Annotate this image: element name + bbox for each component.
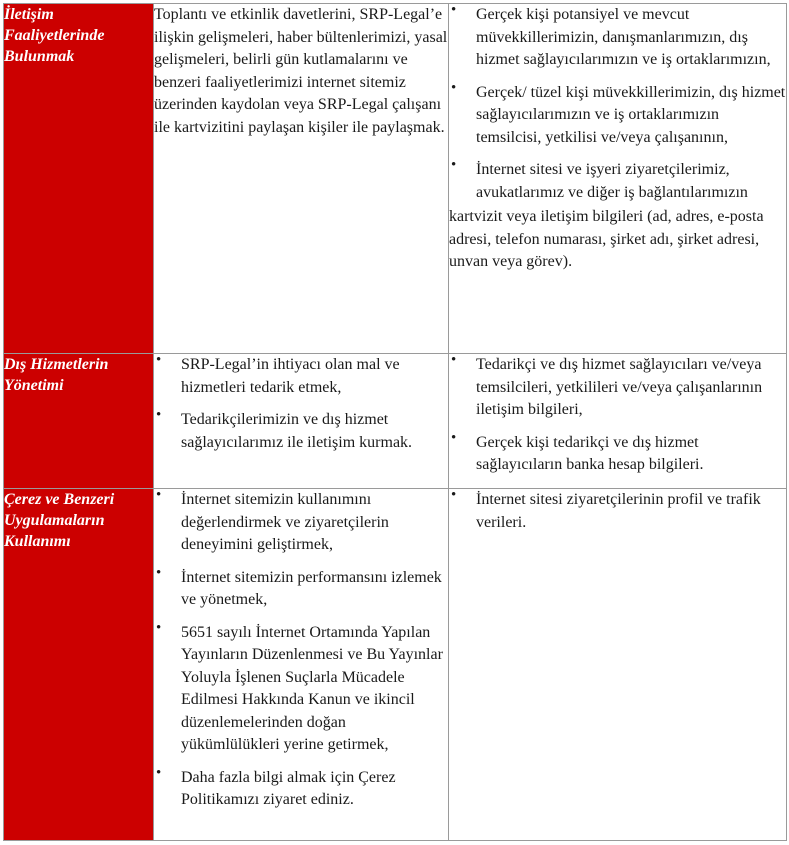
purposes-list [154, 354, 448, 454]
list-item: • İnternet sitemizin performansını izlemek ve yönetmek, [154, 567, 448, 612]
row-label-external-services: Dış Hizmetlerin Yönetimi [4, 354, 154, 489]
purpose-cell [154, 489, 449, 841]
purpose-cell [154, 4, 449, 354]
purpose-cell [154, 354, 449, 489]
table-row [4, 489, 787, 841]
list-item: • Daha fazla bilgi almak için Çerez Politikamızı ziyaret ediniz. [154, 767, 448, 812]
table-row [4, 4, 787, 354]
list-item: • Gerçek/ tüzel kişi müvekkillerimizin, dış hizmet sağlayıcılarımızın ve iş ortaklarımızın temsilcisi, yetkilisi ve/veya çalışanının, [449, 82, 786, 150]
list-item: • Gerçek kişi tedarikçi ve dış hizmet sağlayıcıların banka hesap bilgileri. [449, 432, 786, 477]
data-subjects-list [449, 4, 786, 204]
list-item: • Gerçek kişi potansiyel ve mevcut müvekkillerimizin, danışmanlarımızın, dış hizmet sağlayıcılarımızın ve iş ortaklarımızın, [449, 4, 786, 72]
data-subjects-list [449, 354, 786, 477]
data-subjects-cell [449, 489, 787, 841]
list-item: • İnternet sitemizin kullanımını değerlendirmek ve ziyaretçilerin deneyimini geliştirmek, [154, 489, 448, 557]
data-subjects-list [449, 489, 786, 534]
list-item: • SRP-Legal’in ihtiyacı olan mal ve hizmetleri tedarik etmek, [154, 354, 448, 399]
list-item: • 5651 sayılı İnternet Ortamında Yapılan Yayınların Düzenlenmesi ve Bu Yayınlar Yoluyla İşlenen Suçlarla Mücadele Edilmesi Hakkında Kanun ve ikincil düzenlemelerinden doğan yükümlülükleri yerine getirmek, [154, 622, 448, 757]
data-subjects-cell [449, 354, 787, 489]
data-subjects-cell [449, 4, 787, 354]
list-item: • İnternet sitesi ziyaretçilerinin profil ve trafik verileri. [449, 489, 786, 534]
purposes-list [154, 489, 448, 812]
data-processing-table [3, 3, 787, 841]
row-label-cookies: Çerez ve Benzeri Uygulamaların Kullanımı [4, 489, 154, 841]
list-item: • Tedarikçilerimizin ve dış hizmet sağlayıcılarımız ile iletişim kurmak. [154, 409, 448, 454]
data-note: kartvizit veya iletişim bilgileri (ad, adres, e-posta adresi, telefon numarası, şirket adı, şirket adresi, unvan veya görev). [449, 208, 764, 270]
purpose-text: Toplantı ve etkinlik davetlerini, SRP-Legal’e ilişkin gelişmeleri, haber bültenlerimizi, yasal gelişmeleri, belirli gün kutlamalarını ve benzeri faaliyetlerimizi internet sitemiz üzerinden kaydolan veya SRP-Legal çalışanı ile kartvizitini paylaşan kişiler ile paylaşmak. [154, 6, 448, 136]
row-label-communication: İletişim Faaliyetlerinde Bulunmak [4, 4, 154, 354]
list-item: • İnternet sitesi ve işyeri ziyaretçilerimiz, avukatlarımız ve diğer iş bağlantılarımızın [449, 159, 786, 204]
list-item: • Tedarikçi ve dış hizmet sağlayıcıları ve/veya temsilcileri, yetkilileri ve/veya çalışanlarının iletişim bilgileri, [449, 354, 786, 422]
table-row [4, 354, 787, 489]
